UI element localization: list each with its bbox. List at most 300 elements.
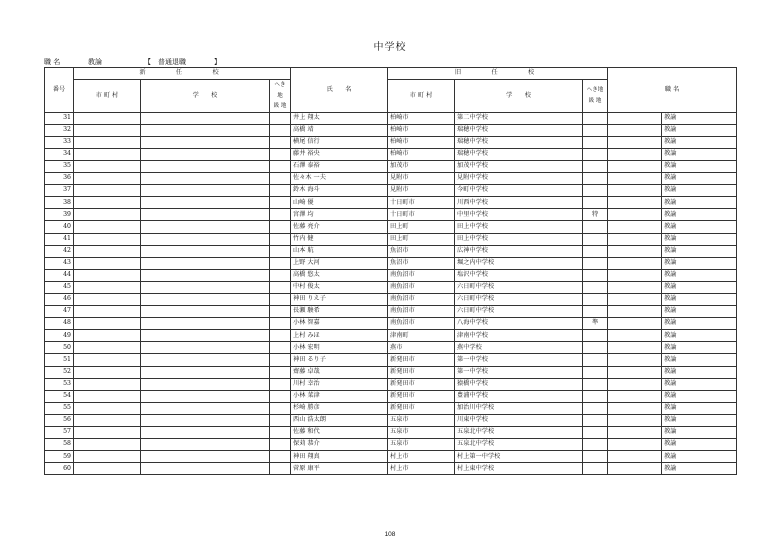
old-municipality-cell: 新発田市	[388, 378, 455, 390]
new-remote-cell	[270, 245, 291, 257]
position-cell: 教諭	[662, 124, 737, 136]
old-remote-cell: 特	[583, 209, 608, 221]
position-cell: 教諭	[662, 281, 737, 293]
new-municipality-cell	[74, 257, 141, 269]
row-number: 56	[45, 414, 74, 426]
position-cell: 教論	[662, 160, 737, 172]
spacer-cell	[608, 124, 662, 136]
new-school-cell	[141, 378, 270, 390]
row-number: 47	[45, 306, 74, 318]
new-school-cell	[141, 390, 270, 402]
new-school-cell	[141, 318, 270, 330]
old-municipality-cell: 新発田市	[388, 390, 455, 402]
old-school-cell: 広神中学校	[455, 245, 583, 257]
old-school-cell: 猿橋中学校	[455, 378, 583, 390]
new-school-cell	[141, 221, 270, 233]
table-row	[45, 402, 737, 414]
position-cell: 教論	[662, 330, 737, 342]
table-row	[45, 342, 737, 354]
new-school-cell	[141, 269, 270, 281]
new-school-cell	[141, 294, 270, 306]
new-remote-cell	[270, 160, 291, 172]
name-cell: 竹内 健	[291, 233, 388, 245]
old-remote-cell	[583, 414, 608, 426]
old-municipality-cell: 燕市	[388, 342, 455, 354]
old-remote-cell	[583, 451, 608, 463]
old-remote-cell	[583, 463, 608, 475]
spacer-cell	[608, 173, 662, 185]
old-remote-cell	[583, 221, 608, 233]
old-remote-cell	[583, 257, 608, 269]
name-cell: 石澤 泰裕	[291, 160, 388, 172]
header-position: 職 名	[608, 68, 737, 113]
table-row	[45, 354, 737, 366]
new-school-cell	[141, 414, 270, 426]
new-municipality-cell	[74, 245, 141, 257]
header-old-school: 学 校	[455, 80, 583, 113]
new-municipality-cell	[74, 136, 141, 148]
new-school-cell	[141, 402, 270, 414]
old-municipality-cell: 村上市	[388, 451, 455, 463]
old-remote-cell	[583, 124, 608, 136]
old-municipality-cell: 見附市	[388, 173, 455, 185]
spacer-cell	[608, 378, 662, 390]
new-school-cell	[141, 281, 270, 293]
spacer-cell	[608, 330, 662, 342]
spacer-cell	[608, 427, 662, 439]
new-remote-cell	[270, 136, 291, 148]
old-school-cell: 八海中学校	[455, 318, 583, 330]
new-school-cell	[141, 439, 270, 451]
old-school-cell: 豊浦中学校	[455, 390, 583, 402]
row-number: 35	[45, 160, 74, 172]
new-remote-cell	[270, 173, 291, 185]
position-cell: 教論	[662, 402, 737, 414]
old-municipality-cell: 村上市	[388, 463, 455, 475]
name-cell: 川村 幸治	[291, 378, 388, 390]
old-school-cell: 六日町中学校	[455, 306, 583, 318]
old-remote-cell	[583, 378, 608, 390]
new-remote-cell	[270, 330, 291, 342]
old-school-cell: 塩沢中学校	[455, 269, 583, 281]
new-municipality-cell	[74, 366, 141, 378]
row-number: 38	[45, 197, 74, 209]
new-remote-cell	[270, 378, 291, 390]
old-remote-cell	[583, 306, 608, 318]
position-cell: 教諭	[662, 390, 737, 402]
row-number: 55	[45, 402, 74, 414]
spacer-cell	[608, 439, 662, 451]
row-number: 57	[45, 427, 74, 439]
table-row	[45, 439, 737, 451]
old-remote-cell	[583, 136, 608, 148]
new-municipality-cell	[74, 354, 141, 366]
position-cell: 教論	[662, 257, 737, 269]
row-number: 46	[45, 294, 74, 306]
old-municipality-cell: 南魚沼市	[388, 281, 455, 293]
table-row	[45, 112, 737, 124]
new-municipality-cell	[74, 439, 141, 451]
row-number: 36	[45, 173, 74, 185]
new-municipality-cell	[74, 221, 141, 233]
row-number: 60	[45, 463, 74, 475]
spacer-cell	[608, 148, 662, 160]
spacer-cell	[608, 306, 662, 318]
name-cell: 菅原 康平	[291, 463, 388, 475]
table-row	[45, 209, 737, 221]
row-number: 41	[45, 233, 74, 245]
old-municipality-cell: 柏崎市	[388, 112, 455, 124]
position-cell: 教論	[662, 245, 737, 257]
old-school-cell: 村上第一中学校	[455, 451, 583, 463]
row-number: 44	[45, 269, 74, 281]
new-municipality-cell	[74, 112, 141, 124]
old-municipality-cell: 柏崎市	[388, 148, 455, 160]
spacer-cell	[608, 366, 662, 378]
new-remote-cell	[270, 451, 291, 463]
new-remote-cell	[270, 221, 291, 233]
new-remote-cell	[270, 233, 291, 245]
position-cell: 教論	[662, 354, 737, 366]
position-cell: 教諭	[662, 318, 737, 330]
position-cell: 教諭	[662, 294, 737, 306]
position-meta	[44, 57, 228, 67]
new-remote-cell	[270, 390, 291, 402]
spacer-cell	[608, 414, 662, 426]
position-cell: 教諭	[662, 439, 737, 451]
position-cell: 教論	[662, 342, 737, 354]
spacer-cell	[608, 269, 662, 281]
name-cell: 小林 菜津	[291, 390, 388, 402]
old-school-cell: 今町中学校	[455, 185, 583, 197]
row-number: 33	[45, 136, 74, 148]
table-row	[45, 427, 737, 439]
name-cell: 宮澤 均	[291, 209, 388, 221]
old-municipality-cell: 南魚沼市	[388, 269, 455, 281]
position-cell: 教論	[662, 148, 737, 160]
header-new-municipality: 市 町 村	[74, 80, 141, 113]
table-row	[45, 136, 737, 148]
header-new-school: 学 校	[141, 80, 270, 113]
new-remote-cell	[270, 354, 291, 366]
name-cell: 上村 みほ	[291, 330, 388, 342]
table-row	[45, 414, 737, 426]
new-remote-cell	[270, 112, 291, 124]
old-remote-cell	[583, 390, 608, 402]
row-number: 58	[45, 439, 74, 451]
new-remote-cell	[270, 209, 291, 221]
spacer-cell	[608, 390, 662, 402]
new-school-cell	[141, 306, 270, 318]
name-cell: 山崎 優	[291, 197, 388, 209]
row-number: 53	[45, 378, 74, 390]
old-remote-cell	[583, 427, 608, 439]
new-remote-cell	[270, 427, 291, 439]
name-cell: 横尾 信行	[291, 136, 388, 148]
new-school-cell	[141, 112, 270, 124]
table-row	[45, 366, 737, 378]
table-row	[45, 197, 737, 209]
page-number: 108	[384, 531, 396, 538]
new-municipality-cell	[74, 342, 141, 354]
old-school-cell: 中里中学校	[455, 209, 583, 221]
name-cell: 神田 るり子	[291, 354, 388, 366]
table-body	[45, 112, 737, 475]
new-school-cell	[141, 136, 270, 148]
old-municipality-cell: 新発田市	[388, 402, 455, 414]
old-remote-cell	[583, 294, 608, 306]
bracket-close: 】	[214, 58, 221, 66]
name-cell: 神田 りえ子	[291, 294, 388, 306]
spacer-cell	[608, 185, 662, 197]
new-remote-cell	[270, 269, 291, 281]
name-cell: 中村 俊太	[291, 281, 388, 293]
old-municipality-cell: 南魚沼市	[388, 318, 455, 330]
name-cell: 保苅 恭介	[291, 439, 388, 451]
spacer-cell	[608, 136, 662, 148]
table-row	[45, 318, 737, 330]
header-old-school-group: 旧 任 校	[388, 68, 608, 80]
old-school-cell: 瑞穂中学校	[455, 136, 583, 148]
header-new-remote: へき地 級 地	[270, 80, 291, 113]
old-school-cell: 瑞穂中学校	[455, 148, 583, 160]
position-value: 教論	[88, 58, 102, 66]
position-cell: 教諭	[662, 112, 737, 124]
old-school-cell: 村上東中学校	[455, 463, 583, 475]
name-cell: 佐藤 亮介	[291, 221, 388, 233]
name-cell: 神田 翔真	[291, 451, 388, 463]
table-row	[45, 281, 737, 293]
old-remote-cell	[583, 173, 608, 185]
name-cell: 佐々木 一夫	[291, 173, 388, 185]
new-municipality-cell	[74, 269, 141, 281]
position-cell: 教諭	[662, 173, 737, 185]
old-school-cell: 第二中学校	[455, 112, 583, 124]
old-municipality-cell: 見附市	[388, 185, 455, 197]
spacer-cell	[608, 463, 662, 475]
name-cell: 上野 大河	[291, 257, 388, 269]
position-cell: 教諭	[662, 451, 737, 463]
old-municipality-cell: 魚沼市	[388, 245, 455, 257]
new-municipality-cell	[74, 160, 141, 172]
row-number: 51	[45, 354, 74, 366]
row-number: 42	[45, 245, 74, 257]
new-school-cell	[141, 124, 270, 136]
spacer-cell	[608, 245, 662, 257]
old-school-cell: 加茂中学校	[455, 160, 583, 172]
old-municipality-cell: 田上町	[388, 233, 455, 245]
new-municipality-cell	[74, 463, 141, 475]
new-municipality-cell	[74, 414, 141, 426]
new-school-cell	[141, 451, 270, 463]
old-remote-cell	[583, 233, 608, 245]
old-school-cell: 六日町中学校	[455, 281, 583, 293]
old-municipality-cell: 五泉市	[388, 414, 455, 426]
old-school-cell: 瑞穂中学校	[455, 124, 583, 136]
new-school-cell	[141, 209, 270, 221]
new-municipality-cell	[74, 378, 141, 390]
new-school-cell	[141, 366, 270, 378]
position-cell: 教論	[662, 414, 737, 426]
new-school-cell	[141, 148, 270, 160]
new-school-cell	[141, 330, 270, 342]
name-cell: 藤井 裕央	[291, 148, 388, 160]
old-school-cell: 田上中学校	[455, 221, 583, 233]
old-remote-cell	[583, 197, 608, 209]
table-row	[45, 451, 737, 463]
old-remote-cell	[583, 281, 608, 293]
new-school-cell	[141, 160, 270, 172]
header-name: 氏 名	[291, 68, 388, 113]
new-remote-cell	[270, 306, 291, 318]
old-school-cell: 第一中学校	[455, 354, 583, 366]
new-municipality-cell	[74, 306, 141, 318]
old-remote-cell	[583, 439, 608, 451]
row-number: 32	[45, 124, 74, 136]
table-row	[45, 330, 737, 342]
table-row	[45, 185, 737, 197]
old-municipality-cell: 新発田市	[388, 354, 455, 366]
name-cell: 山本 航	[291, 245, 388, 257]
spacer-cell	[608, 294, 662, 306]
position-cell: 教諭	[662, 221, 737, 233]
spacer-cell	[608, 451, 662, 463]
spacer-cell	[608, 160, 662, 172]
new-municipality-cell	[74, 390, 141, 402]
spacer-cell	[608, 281, 662, 293]
old-school-cell: 見附中学校	[455, 173, 583, 185]
new-municipality-cell	[74, 209, 141, 221]
table-row	[45, 160, 737, 172]
row-number: 40	[45, 221, 74, 233]
new-municipality-cell	[74, 294, 141, 306]
table-row	[45, 233, 737, 245]
spacer-cell	[608, 318, 662, 330]
header-old-municipality: 市 町 村	[388, 80, 455, 113]
page-title: 中学校	[373, 42, 407, 53]
new-school-cell	[141, 257, 270, 269]
transfer-table	[44, 67, 737, 475]
name-cell: 西山 浩太朗	[291, 414, 388, 426]
table-row	[45, 221, 737, 233]
old-remote-cell	[583, 402, 608, 414]
spacer-cell	[608, 342, 662, 354]
name-cell: 長瀬 駿希	[291, 306, 388, 318]
old-municipality-cell: 五泉市	[388, 427, 455, 439]
position-cell: 教諭	[662, 185, 737, 197]
spacer-cell	[608, 112, 662, 124]
new-remote-cell	[270, 294, 291, 306]
position-label: 職 名	[44, 58, 61, 66]
name-cell: 高橋 悠太	[291, 269, 388, 281]
row-number: 39	[45, 209, 74, 221]
table-row	[45, 245, 737, 257]
old-municipality-cell: 柏崎市	[388, 136, 455, 148]
row-number: 59	[45, 451, 74, 463]
new-municipality-cell	[74, 233, 141, 245]
name-cell: 佐藤 和代	[291, 427, 388, 439]
old-school-cell: 第一中学校	[455, 366, 583, 378]
row-number: 45	[45, 281, 74, 293]
old-school-cell: 燕中学校	[455, 342, 583, 354]
old-school-cell: 五泉北中学校	[455, 439, 583, 451]
header-new-school-group: 新 任 校	[74, 68, 291, 80]
spacer-cell	[608, 221, 662, 233]
new-school-cell	[141, 463, 270, 475]
new-municipality-cell	[74, 330, 141, 342]
new-school-cell	[141, 245, 270, 257]
position-cell: 教諭	[662, 463, 737, 475]
row-number: 54	[45, 390, 74, 402]
new-remote-cell	[270, 197, 291, 209]
old-remote-cell: 準	[583, 318, 608, 330]
old-remote-cell	[583, 366, 608, 378]
position-cell: 教論	[662, 233, 737, 245]
name-cell: 高橋 靖	[291, 124, 388, 136]
table-row	[45, 257, 737, 269]
new-school-cell	[141, 354, 270, 366]
new-school-cell	[141, 173, 270, 185]
old-municipality-cell: 五泉市	[388, 439, 455, 451]
new-remote-cell	[270, 281, 291, 293]
old-remote-cell	[583, 148, 608, 160]
name-cell: 小林 智嘉	[291, 318, 388, 330]
new-municipality-cell	[74, 402, 141, 414]
old-municipality-cell: 田上町	[388, 221, 455, 233]
new-remote-cell	[270, 366, 291, 378]
new-remote-cell	[270, 463, 291, 475]
old-school-cell: 田上中学校	[455, 233, 583, 245]
new-remote-cell	[270, 402, 291, 414]
old-remote-cell	[583, 185, 608, 197]
old-remote-cell	[583, 112, 608, 124]
spacer-cell	[608, 354, 662, 366]
name-cell: 井上 翔太	[291, 112, 388, 124]
old-remote-cell	[583, 160, 608, 172]
position-cell: 教論	[662, 427, 737, 439]
spacer-cell	[608, 233, 662, 245]
old-school-cell: 川東中学校	[455, 414, 583, 426]
new-municipality-cell	[74, 124, 141, 136]
new-remote-cell	[270, 439, 291, 451]
position-cell: 教諭	[662, 366, 737, 378]
retirement-category: 普通退職	[158, 58, 186, 66]
table-row	[45, 390, 737, 402]
old-school-cell: 津南中学校	[455, 330, 583, 342]
new-municipality-cell	[74, 318, 141, 330]
new-school-cell	[141, 427, 270, 439]
table-row	[45, 306, 737, 318]
old-municipality-cell: 津南町	[388, 330, 455, 342]
new-municipality-cell	[74, 173, 141, 185]
old-school-cell: 五泉北中学校	[455, 427, 583, 439]
name-cell: 齋藤 卓哉	[291, 366, 388, 378]
new-school-cell	[141, 342, 270, 354]
new-municipality-cell	[74, 185, 141, 197]
name-cell: 鈴木 海斗	[291, 185, 388, 197]
old-remote-cell	[583, 354, 608, 366]
new-school-cell	[141, 233, 270, 245]
row-number: 31	[45, 112, 74, 124]
name-cell: 小林 宏明	[291, 342, 388, 354]
old-municipality-cell: 十日町市	[388, 197, 455, 209]
new-remote-cell	[270, 257, 291, 269]
position-cell: 教諭	[662, 378, 737, 390]
old-municipality-cell: 十日町市	[388, 209, 455, 221]
row-number: 49	[45, 330, 74, 342]
table-row	[45, 378, 737, 390]
old-remote-cell	[583, 342, 608, 354]
